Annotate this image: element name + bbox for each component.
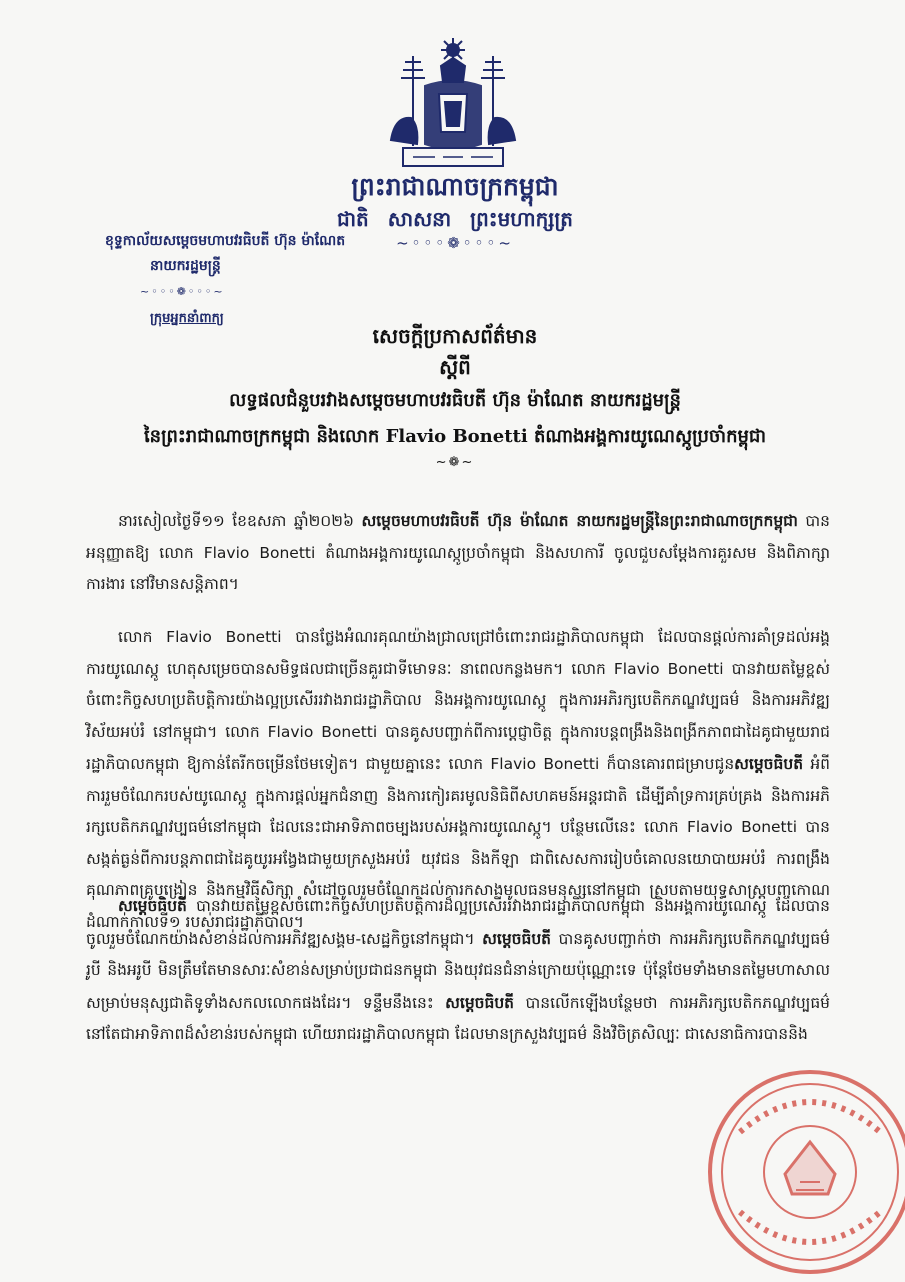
spokesperson-unit: ក្រុមអ្នកនាំពាក្យ: [150, 311, 224, 326]
official-seal-stamp: [700, 1062, 905, 1282]
subject-label: ស្តីពី: [439, 355, 471, 379]
p3-text-d: បានគូសបញ្ជាក់ថា ការអភិរក្សបេតិកភណ្ឌវប្បធម៌រូបី និងអរូបី មិនត្រឹមតែមានសារៈសំខាន់សម្រាប់ប្រជាជនកម្ពុជា និងយុវជនជំនាន់ក្រោយប៉ុណ្ណោះទេ ប៉ុន្តែថែមទាំងមានតម្លៃមហាសាលសម្រាប់មនុស្សជាតិទូទាំងសកលលោកផងដែរ។ ទន្ទឹមនឹងនេះ: [86, 929, 830, 1012]
office-ornament: ~◦◦◦❁◦◦◦~: [140, 285, 225, 298]
subject-line-1: លទ្ធផលជំនួបរវាងសម្តេចមហាបវរធិបតី ហ៊ុន ម៉ាណែត នាយករដ្ឋមន្ត្រី: [229, 390, 681, 411]
p1-text-c: បានអនុញ្ញាតឱ្យ លោក Flavio Bonetti តំណាងអង្គការយូណេស្កូប្រចាំកម្ពុជា និងសហការី ចូលជួបសម្តែងការគួរសម និងពិភាក្សាការងារ នៅវិមានសន្តិភាព។: [86, 512, 830, 593]
motto-ornament: ~◦◦◦❁◦◦◦~: [396, 234, 514, 252]
p2-text-a: លោក Flavio Bonetti បានថ្លែងអំណរគុណយ៉ាងជ្រាលជ្រៅចំពោះរាជរដ្ឋាភិបាលកម្ពុជា ដែលបានផ្តល់ការគាំទ្រដល់អង្គការយូណេស្កូ ហេតុសម្រេចបានសមិទ្ធផលជាច្រើនគួរជាទីមោទនៈ នាពេលកន្លងមក។ លោក Flavio Bonetti បានវាយតម្លៃខ្ពស់ចំពោះកិច្ចសហប្រតិបត្តិការយ៉ាងល្អប្រសើររវាងរាជរដ្ឋាភិបាល និងអង្គការយូណេស្កូ ក្នុងការអភិរក្សបេតិកភណ្ឌវប្បធម៌ និងការអភិវឌ្ឍវិស័យអប់រំ នៅកម្ពុជា។ លោក Flavio Bonetti បានគូសបញ្ជាក់ពីការប្តេជ្ញាចិត្ត ក្នុងការបន្តពង្រឹងនិងពង្រីកភាពជាដៃគូជាមួយរាជរដ្ឋាភិបាលកម្ពុជា ឱ្យកាន់តែរីកចម្រើនថែមទៀត។ ជាមួយគ្នានេះ លោក Flavio Bonetti ក៏បានគោរពជម្រាបជូន: [86, 628, 830, 773]
kingdom-title: ព្រះរាជាណាចក្រកម្ពុជា: [351, 172, 559, 201]
press-release-title: សេចក្តីប្រកាសព័ត៌មាន: [372, 324, 538, 348]
royal-coat-of-arms-emblem: [383, 36, 523, 174]
paragraph-1: [86, 505, 830, 601]
p3-bold-a: សម្តេចធិបតី: [118, 896, 187, 915]
p3-bold-c: សម្តេចធិបតី: [482, 928, 552, 948]
p1-bold: សម្តេចមហាបវរធិបតី ហ៊ុន ម៉ាណែត នាយករដ្ឋមន្ត្រីនៃព្រះរាជាណាចក្រកម្ពុជា: [361, 511, 798, 530]
p3-text-f: បានលើកឡើងបន្ថែមថា ការអភិរក្សបេតិកភណ្ឌវប្បធម៌នៅតែជាអាទិភាពដ៏សំខាន់របស់កម្ពុជា ហើយរាជរដ្ឋាភិបាលកម្ពុជា ដែលមានក្រសួងវប្បធម៌ និងវិចិត្រសិល្បៈ ជាសេនាធិការបាននិង: [86, 993, 831, 1043]
national-motto: ជាតិ សាសនា ព្រះមហាក្សត្រ: [337, 207, 573, 231]
p3-text-b: បានវាយតម្លៃខ្ពស់ចំពោះកិច្ចសហប្រតិបត្តិការដ៏ល្អប្រសើររវាងរាជរដ្ឋាភិបាលកម្ពុជា និងអង្គការយូណេស្កូ ដែលបានចូលរួមចំណែកយ៉ាងសំខាន់ដល់ការអភិវឌ្ឍសង្គម-សេដ្ឋកិច្ចនៅកម្ពុជា។: [86, 897, 830, 948]
p1-text-a: នារសៀលថ្ងៃទី១១ ខែឧសភា ឆ្នាំ២០២៦: [118, 512, 362, 530]
p3-bold-e: សម្តេចធិបតី: [445, 992, 515, 1012]
heading-ornament: ~❁~: [435, 455, 475, 470]
office-title: នាយករដ្ឋមន្ត្រី: [150, 258, 221, 274]
subject-line-2: នៃព្រះរាជាណាចក្រកម្ពុជា និងលោក Flavio Bonetti តំណាងអង្គការយូណេស្កូប្រចាំកម្ពុជា: [143, 426, 767, 447]
office-name: ខុទ្ទកាល័យសម្ដេចមហាបវរធិបតី ហ៊ុន ម៉ាណែត: [105, 233, 346, 249]
paragraph-3: [86, 890, 830, 1051]
p2-text-c: អំពីការរួមចំណែករបស់យូណេស្កូ ក្នុងការផ្តល់អ្នកជំនាញ និងការកៀរគរមូលនិធិពីសហគមន៍អន្តរជាតិ ដើម្បីគាំទ្រការគ្រប់គ្រង និងការអភិរក្សបេតិកភណ្ឌវប្បធម៌នៅកម្ពុជា ដែលនេះជាអាទិភាពចម្បងរបស់អង្គការយូណេស្កូ។ បន្ថែមលើនេះ លោក Flavio Bonetti បានសង្កត់ធ្ងន់ពីការបន្តភាពជាដៃគូយូរអង្វែងជាមួយក្រសួងអប់រំ យុវជន និងកីឡា ជាពិសេសការរៀបចំគោលនយោបាយអប់រំ ការពង្រឹងគុណភាពគ្រូបង្រៀន និងកម្មវិធីសិក្សា សំដៅចូលរួមចំណែកដល់ការកសាងមូលធនមនុស្សនៅកម្ពុជា ស្របតាមយុទ្ធសាស្ត្របញ្ចកោណ ដំណាក់កាលទី១ របស់រាជរដ្ឋាភិបាល។: [86, 755, 830, 931]
p2-bold: សម្តេចធិបតី: [734, 754, 804, 773]
